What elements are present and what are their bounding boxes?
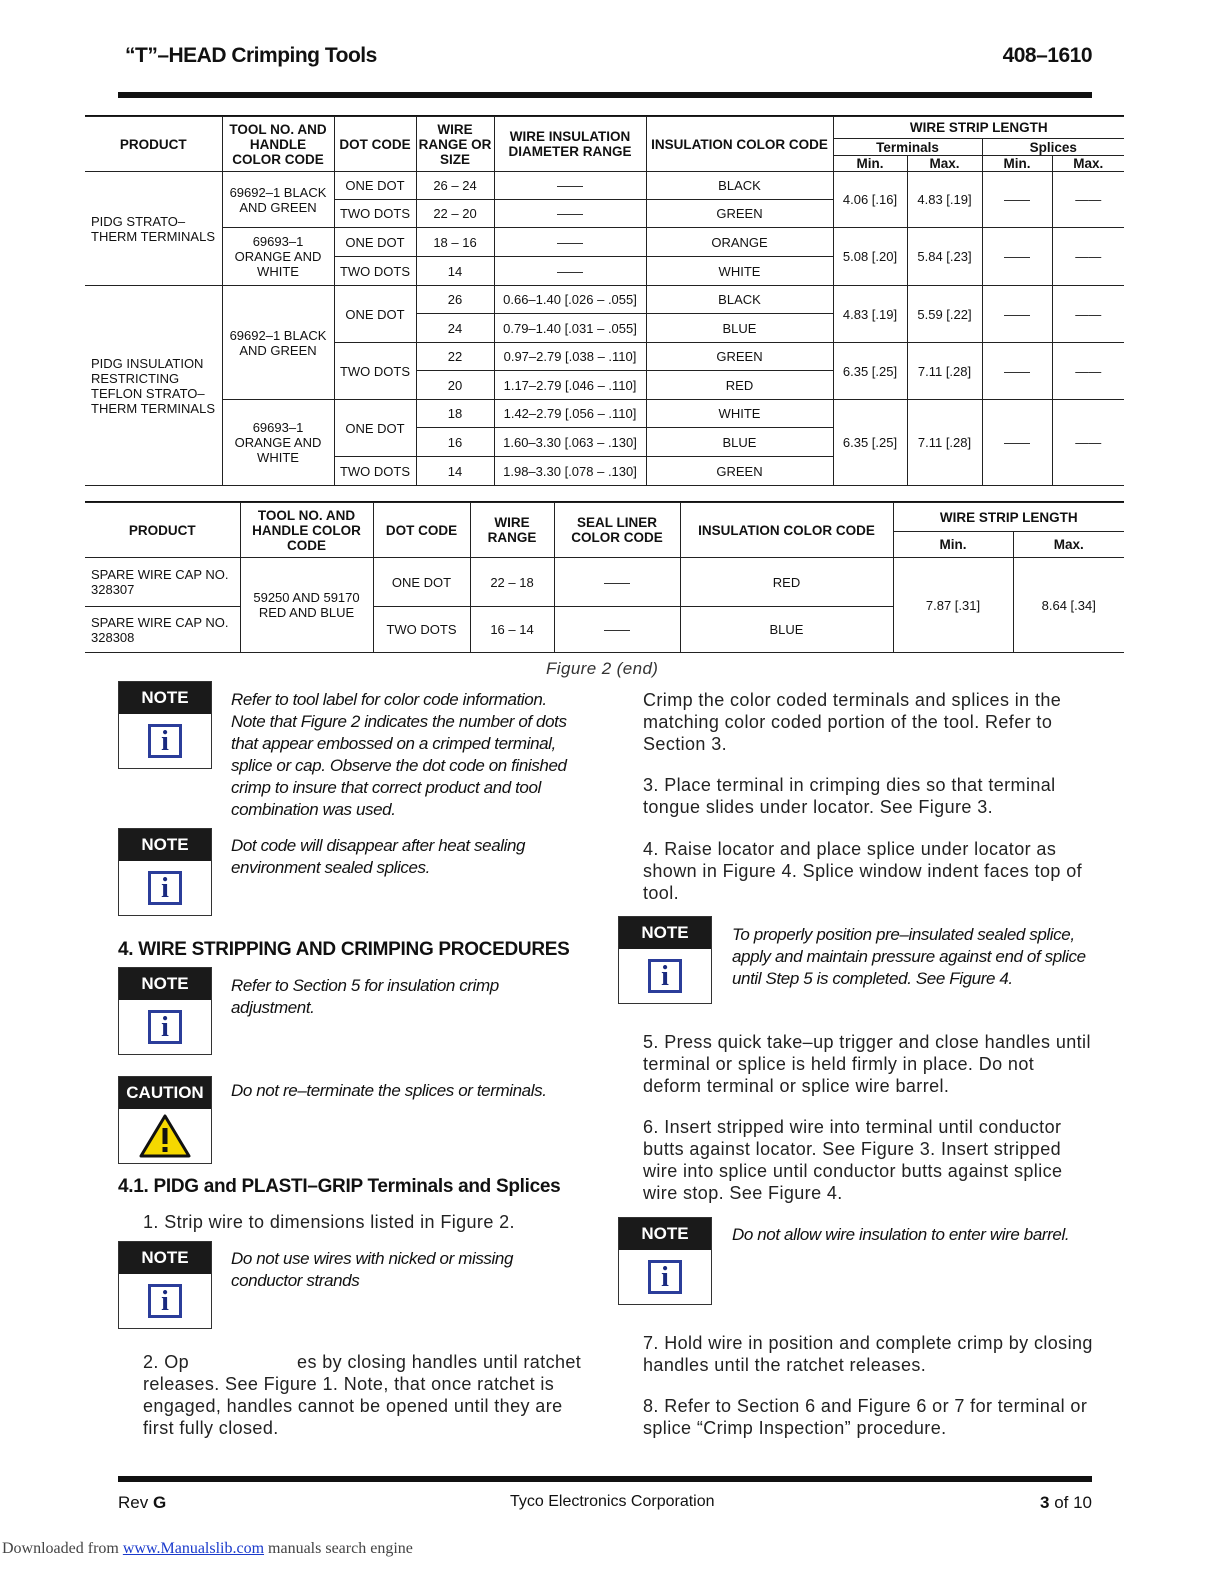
dot-code-cell: TWO DOTS — [373, 607, 470, 653]
header-splices: Splices — [982, 139, 1124, 156]
wire-range-cell: 22 – 20 — [416, 200, 494, 228]
insulation-color-cell: ORANGE — [646, 228, 833, 257]
strip-min-cell: 6.35 [.25] — [833, 400, 907, 486]
step-1: 1. Strip wire to dimensions listed in Figure 2. — [143, 1212, 515, 1232]
header-insulation-diameter: WIRE INSULATION DIAMETER RANGE — [494, 117, 646, 172]
header-product: PRODUCT — [85, 117, 222, 172]
caution-label: CAUTION — [119, 1077, 211, 1109]
insulation-color-cell: WHITE — [646, 400, 833, 428]
splice-max-cell: —— — [1052, 286, 1124, 343]
download-banner — [2, 1540, 413, 1558]
header-dot-code: DOT CODE — [334, 117, 416, 172]
insulation-diameter-cell: 1.60–3.30 [.063 – .130] — [494, 428, 646, 457]
dot-code-cell: TWO DOTS — [334, 257, 416, 286]
revision — [118, 1493, 166, 1513]
step-2: 2. Op es by closing handles until ratchet releases. See Figure 1. Note, that once ratchet is engaged, handles cannot be opened until they are first fully closed. — [143, 1352, 587, 1438]
wire-range-cell: 24 — [416, 314, 494, 343]
note-label: NOTE — [119, 1242, 211, 1274]
step-3: 3. Place terminal in crimping dies so that terminal tongue slides under locator. See Figure 3. — [643, 775, 1056, 817]
strip-min-cell: 7.87 [.31] — [893, 558, 1013, 653]
wire-range-cell: 26 — [416, 286, 494, 314]
splice-max-cell: —— — [1052, 343, 1124, 400]
splice-min-cell: —— — [982, 172, 1052, 228]
intro-paragraph: Crimp the color coded terminals and splices in the matching color coded portion of the tool. Refer to Section 3. — [643, 690, 1062, 754]
strip-max-cell: 5.59 [.22] — [907, 286, 982, 343]
tool-cell: 69692–1 BLACK AND GREEN — [222, 172, 334, 228]
insulation-color-cell: BLACK — [646, 286, 833, 314]
figure-caption: Figure 2 (end) — [546, 659, 659, 678]
insulation-color-cell: BLACK — [646, 172, 833, 200]
company-name: Tyco Electronics Corporation — [510, 1493, 715, 1510]
footer-rule — [118, 1476, 1092, 1482]
page-header-title: “T”–HEAD Crimping Tools — [125, 44, 377, 67]
revision-label: Rev — [118, 1493, 149, 1512]
warning-triangle-icon — [139, 1113, 191, 1159]
header-tool: TOOL NO. AND HANDLE COLOR CODE — [222, 117, 334, 172]
header-tool: TOOL NO. AND HANDLE COLOR CODE — [240, 503, 373, 558]
info-icon: i — [148, 1010, 182, 1044]
tool-cell: 59250 AND 59170 RED AND BLUE — [240, 558, 373, 653]
dot-code-cell: ONE DOT — [334, 286, 416, 343]
strip-max-cell: 7.11 [.28] — [907, 400, 982, 486]
note-box — [118, 1241, 212, 1329]
step-7: 7. Hold wire in position and complete crimp by closing handles until the ratchet releases. — [643, 1333, 1093, 1375]
wire-range-cell: 22 — [416, 343, 494, 371]
terminal-spec-table — [85, 116, 1124, 486]
note-box — [618, 916, 712, 1004]
wire-range-cell: 18 – 16 — [416, 228, 494, 257]
insulation-color-cell: RED — [680, 558, 893, 607]
splice-min-cell: —— — [982, 400, 1052, 486]
insulation-color-cell: GREEN — [646, 200, 833, 228]
header-strip-max: Max. — [1013, 532, 1124, 558]
insulation-color-cell: GREEN — [646, 457, 833, 486]
strip-min-cell: 4.06 [.16] — [833, 172, 907, 228]
section-4-1-heading: 4.1. PIDG and PLASTI–GRIP Terminals and Splices — [118, 1176, 561, 1197]
header-seal-liner: SEAL LINER COLOR CODE — [554, 503, 680, 558]
info-icon: i — [148, 724, 182, 758]
splice-max-cell: —— — [1052, 400, 1124, 486]
manualslib-link[interactable]: www.Manualslib.com — [122, 1540, 265, 1557]
wire-cap-spec-table — [85, 502, 1124, 653]
wire-range-cell: 26 – 24 — [416, 172, 494, 200]
note-insulation-crimp: Refer to Section 5 for insulation crimp adjustment. — [231, 976, 499, 1017]
dot-code-cell: ONE DOT — [334, 400, 416, 457]
dot-code-cell: TWO DOTS — [334, 200, 416, 228]
step-6: 6. Insert stripped wire into terminal until conductor butts against locator. See Figure 3. Insert stripped wire into splice until conductor butts against splice wire stop. See Figure 4. — [643, 1117, 1063, 1203]
splice-min-cell: —— — [982, 343, 1052, 400]
note-box — [118, 967, 212, 1055]
tool-cell: 69692–1 BLACK AND GREEN — [222, 286, 334, 400]
header-splice-max: Max. — [1052, 156, 1124, 172]
insulation-color-cell: BLUE — [646, 314, 833, 343]
dot-code-cell: ONE DOT — [334, 172, 416, 200]
note-label: NOTE — [619, 1218, 711, 1250]
note-label: NOTE — [119, 682, 211, 714]
splice-max-cell: —— — [1052, 228, 1124, 286]
header-term-max: Max. — [907, 156, 982, 172]
header-insulation-color: INSULATION COLOR CODE — [680, 503, 893, 558]
insulation-diameter-cell: 0.79–1.40 [.031 – .055] — [494, 314, 646, 343]
header-strip-length: WIRE STRIP LENGTH — [833, 117, 1124, 139]
info-icon: i — [148, 1284, 182, 1318]
wire-range-cell: 14 — [416, 457, 494, 486]
strip-max-cell: 5.84 [.23] — [907, 228, 982, 286]
header-wire-range: WIRE RANGE — [470, 503, 554, 558]
page-total: of 10 — [1054, 1493, 1092, 1512]
strip-min-cell: 4.83 [.19] — [833, 286, 907, 343]
header-terminals: Terminals — [833, 139, 982, 156]
insulation-diameter-cell: —— — [494, 200, 646, 228]
note-label: NOTE — [119, 968, 211, 1000]
document-number: 408–1610 — [1002, 44, 1092, 67]
wire-range-cell: 20 — [416, 371, 494, 400]
step-8: 8. Refer to Section 6 and Figure 6 or 7 for terminal or splice “Crimp Inspection” procedure. — [643, 1396, 1088, 1438]
dot-code-cell: ONE DOT — [373, 558, 470, 607]
note-nicked-wires: Do not use wires with nicked or missing conductor strands — [231, 1249, 514, 1290]
insulation-color-cell: BLUE — [646, 428, 833, 457]
caution-box — [118, 1076, 212, 1164]
step-4: 4. Raise locator and place splice under locator as shown in Figure 4. Splice window indent faces top of tool. — [643, 839, 1083, 903]
splice-min-cell: —— — [982, 286, 1052, 343]
note-wire-insulation: Do not allow wire insulation to enter wire barrel. — [732, 1225, 1070, 1244]
tool-cell: 69693–1 ORANGE AND WHITE — [222, 400, 334, 486]
caution-text: Do not re–terminate the splices or terminals. — [231, 1081, 547, 1100]
note-sealed-splice: To properly position pre–insulated sealed splice, apply and maintain pressure against end of splice until Step 5 is completed. See Figure 4. — [732, 925, 1086, 988]
insulation-color-cell: BLUE — [680, 607, 893, 653]
strip-max-cell: 8.64 [.34] — [1013, 558, 1124, 653]
note-label: NOTE — [619, 917, 711, 949]
splice-max-cell: —— — [1052, 172, 1124, 228]
download-prefix: Downloaded from — [2, 1540, 119, 1557]
product-cell: SPARE WIRE CAP NO. 328307 — [85, 558, 240, 607]
info-icon: i — [648, 959, 682, 993]
note-dot-code: Dot code will disappear after heat sealing environment sealed splices. — [231, 836, 526, 877]
tool-cell: 69693–1 ORANGE AND WHITE — [222, 228, 334, 286]
insulation-color-cell: RED — [646, 371, 833, 400]
note-box — [118, 681, 212, 769]
wire-range-cell: 14 — [416, 257, 494, 286]
insulation-diameter-cell: 0.66–1.40 [.026 – .055] — [494, 286, 646, 314]
header-strip-length: WIRE STRIP LENGTH — [893, 503, 1124, 532]
seal-liner-cell: —— — [554, 558, 680, 607]
header-product: PRODUCT — [85, 503, 240, 558]
header-strip-min: Min. — [893, 532, 1013, 558]
note-box — [618, 1217, 712, 1305]
page-number — [1040, 1493, 1092, 1513]
product-pidg-insulation-restricting: PIDG INSULATION RESTRICTING TEFLON STRATO–THERM TERMINALS — [85, 286, 222, 486]
header-term-min: Min. — [833, 156, 907, 172]
note-color-code: Refer to tool label for color code information. Note that Figure 2 indicates the number of dots that appear embossed on a crimped terminal, splice or cap. Observe the dot code on finished crimp to insure that correct product and tool combination was used. — [231, 690, 567, 819]
step-5: 5. Press quick take–up trigger and close handles until terminal or splice is held firmly in place. Do not deform terminal or splice wire barrel. — [643, 1032, 1091, 1096]
dot-code-cell: ONE DOT — [334, 228, 416, 257]
header-splice-min: Min. — [982, 156, 1052, 172]
section-4-heading: 4. WIRE STRIPPING AND CRIMPING PROCEDURES — [118, 939, 570, 960]
revision-value: G — [152, 1493, 167, 1512]
strip-max-cell: 7.11 [.28] — [907, 343, 982, 400]
info-icon: i — [148, 871, 182, 905]
strip-min-cell: 6.35 [.25] — [833, 343, 907, 400]
wire-range-cell: 22 – 18 — [470, 558, 554, 607]
header-rule — [118, 92, 1092, 98]
insulation-color-cell: GREEN — [646, 343, 833, 371]
header-insulation-color: INSULATION COLOR CODE — [646, 117, 833, 172]
insulation-diameter-cell: —— — [494, 228, 646, 257]
dot-code-cell: TWO DOTS — [334, 457, 416, 486]
seal-liner-cell: —— — [554, 607, 680, 653]
insulation-diameter-cell: 0.97–2.79 [.038 – .110] — [494, 343, 646, 371]
wire-range-cell: 18 — [416, 400, 494, 428]
insulation-color-cell: WHITE — [646, 257, 833, 286]
page-current: 3 — [1039, 1493, 1050, 1512]
strip-min-cell: 5.08 [.20] — [833, 228, 907, 286]
product-cell: SPARE WIRE CAP NO. 328308 — [85, 607, 240, 653]
insulation-diameter-cell: 1.42–2.79 [.056 – .110] — [494, 400, 646, 428]
dot-code-cell: TWO DOTS — [334, 343, 416, 400]
product-pidg-strato-therm: PIDG STRATO–THERM TERMINALS — [85, 172, 222, 286]
insulation-diameter-cell: 1.17–2.79 [.046 – .110] — [494, 371, 646, 400]
header-dot-code: DOT CODE — [373, 503, 470, 558]
insulation-diameter-cell: —— — [494, 172, 646, 200]
wire-range-cell: 16 — [416, 428, 494, 457]
strip-max-cell: 4.83 [.19] — [907, 172, 982, 228]
splice-min-cell: —— — [982, 228, 1052, 286]
insulation-diameter-cell: —— — [494, 257, 646, 286]
note-label: NOTE — [119, 829, 211, 861]
note-box — [118, 828, 212, 916]
download-suffix: manuals search engine — [268, 1540, 413, 1557]
insulation-diameter-cell: 1.98–3.30 [.078 – .130] — [494, 457, 646, 486]
wire-range-cell: 16 – 14 — [470, 607, 554, 653]
header-wire-range: WIRE RANGE OR SIZE — [416, 117, 494, 172]
info-icon: i — [648, 1260, 682, 1294]
